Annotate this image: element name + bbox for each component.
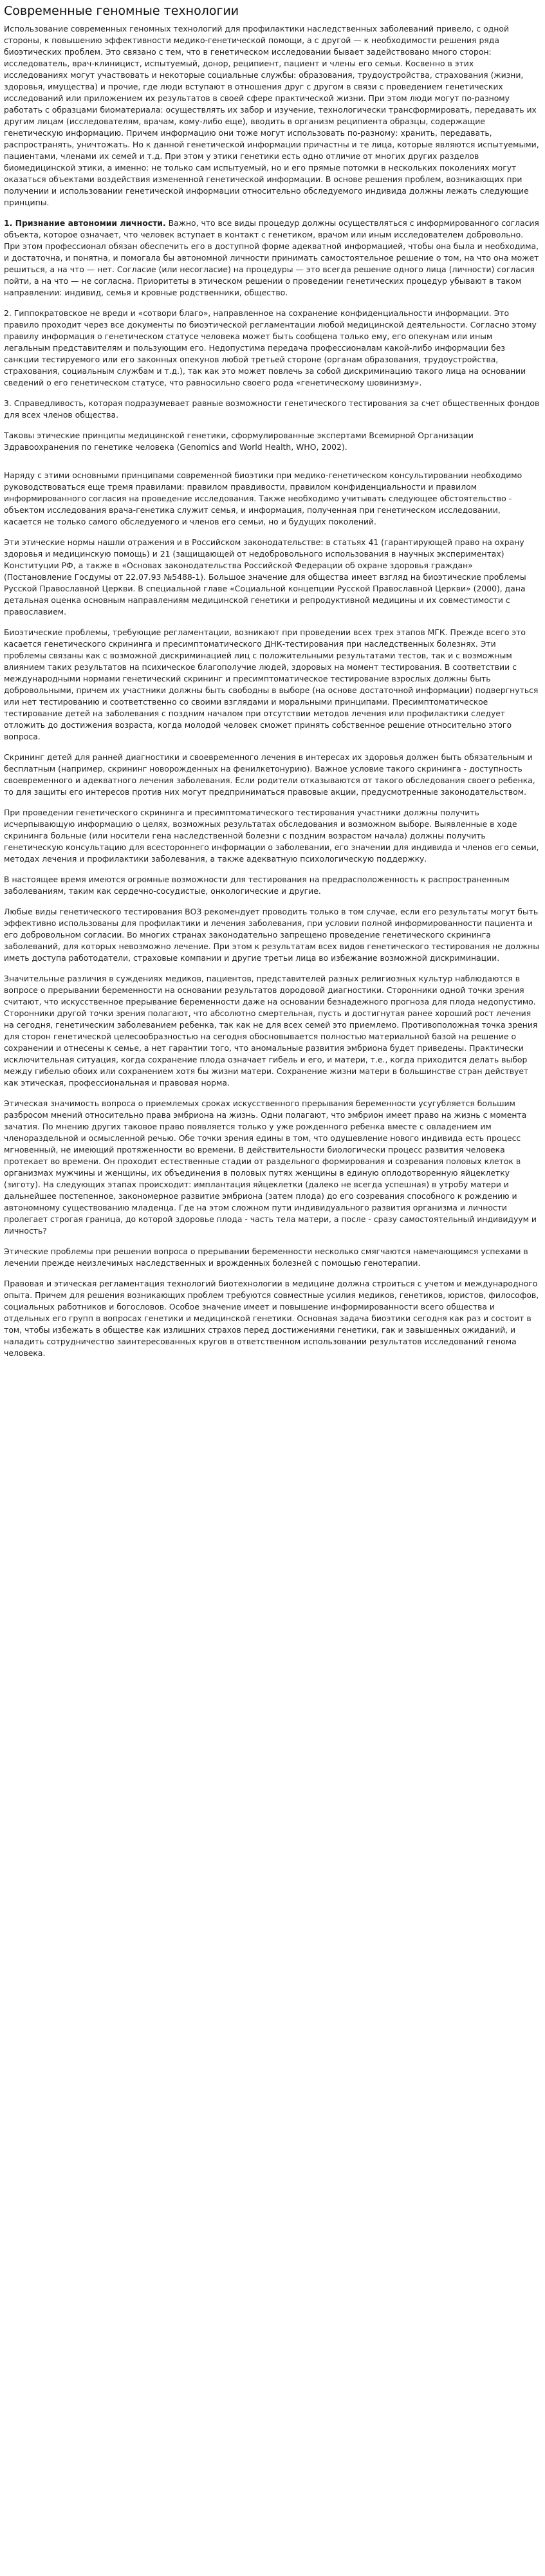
paragraph-legislation: Эти этические нормы нашли отражения и в Российском законодательстве: в статьях 41 (гарантирующей право на охрану здоровья и медицинскую помощь) и 21 (защищающей от недобровольного использования в научных экспериментах) Конституции РФ, а также в «Основах законодательства Российской Федерации об охране здоровья граждан» (Постановление Госдумы от 22.07.93 №5488-1). Большое значение для общества имеет взгляд на биоэтические проблемы Русской Православной Церкви. В специальной главе «Социальной концепции Русской Православной Церкви» (2000), дана детальная оценка основным направлениям медицинской генетики и репродуктивной медицины и их совместимости с православием. bbox=[4, 537, 526, 616]
paragraph-consultation-rules: Наряду с этими основными принципами современной биоэтики при медико-генетическом консультировании необходимо руководствоваться еще тремя правилами: правилом правдивости, правилом конфиденциальности и правилом информированного согласия на проведение исследования. Также необходимо учитывать следующее обстоятельство - объектом исследования врача-генетика служит семья, и информация, полученная при генетическом исследовании, касается не только самого обследуемого и членов его семьи, но и будущих поколений. bbox=[4, 470, 522, 526]
paragraph-predisposition: В настоящее время имеются огромные возможности для тестирования на предрасположенность к распространенным заболеваниям, таким как сердечно-сосудистые, онкологические и другие. bbox=[4, 875, 510, 896]
paragraph-screening-information: При проведении генетического скрининга и пресимптоматического тестирования участники должны получить исчерпывающую информацию о целях, возможных результатах обследования и возможном выборе. Выявленные в ходе скрининга больные (или носители гена наследственной болезни с поздним возрастом начала) должны получить генетическую консультацию для всестороннего информации о заболевании, его значении для индивида и членов его семьи, методах лечения и профилактики заболевания, а также адекватную психологическую поддержку. bbox=[4, 808, 539, 864]
paragraph-pregnancy-termination: Значительные различия в суждениях медиков, пациентов, представителей разных религиозных культур наблюдаются в вопросе о прерывании беременности на основании результатов дородовой диагностики. Сторонники одной точки зрения считают, что искусственное прерывание беременности даже на основании безнадежного прогноза для плода недопустимо. Сторонники другой точки зрения полагают, что абсолютно смертельная, пусть и достигнутая ранее хороший рост лечения на сегодня, генетическим заболеванием ребенка, так как не для всех семей это приемлемо. Противоположная точка зрения для сторон генетической целесообразностью на сегодня обосновывается полностью материальной базой на решение о сохранении и отнесены к семье, а нет гарантии того, что аномальные развития эмбриона будет приведены. Практически исключительная ситуация, когда сохранение плода означает гибель и его, и матери, т.е., когда приходится делать выбор между гибелью обоих или сохранением хотя бы жизни матери. Сохранение жизни матери в большинстве стран действует как этическая, профессиональная и правовая норма. bbox=[4, 974, 538, 1088]
paragraph-who-principles: Таковы этические принципы медицинской генетики, сформулированные экспертами Всемирной Организации Здравоохранения по генетике человека (Genomics and World Health, WHO, 2002). bbox=[4, 431, 474, 452]
principle-heading: 1. Признание автономии личности. bbox=[4, 218, 166, 228]
paragraph-who-testing: Любые виды генетического тестирования ВОЗ рекомендует проводить только в том случае, если его результаты могут быть эффективно использованы для профилактики и лечения заболевания, при условии полной информированности пациента и его добровольном согласии. Во многих странах законодательно запрещено проведение генетического скрининга заболеваний, для которых невозможно лечение. При этом к результатам всех видов генетического тестирования не должны иметь доступа работодатели, страховые компании и другие третьи лица во избежание возможной дискриминации. bbox=[4, 907, 539, 963]
paragraph-principle-confidentiality: 2. Гиппократовское не вреди и «сотвори благо», направленное на сохранение конфиденциальности информации. Это правило проходит через все документы по биоэтической регламентации любой медицинской деятельности. Согласно этому правилу информация о генетическом статусе человека может быть сообщена только ему, его опекунам или иным легальным представителям и пользующим его. Недопустима передача профессионалам какой-либо информации без санкции тестируемого или его законных опекунов любой третьей стороне (органам образования, трудоустройства, страхования, социальным службам и т.д.), так как это может повлечь за собой дискриминацию такого лица на основании сведений о его генетическом статусе, что равносильно своего рода «генетическому шовинизму». bbox=[4, 308, 537, 387]
paragraph-principle-justice: 3. Справедливость, которая подразумевает равные возможности генетического тестирования за счет общественных фондов для всех членов общества. bbox=[4, 398, 540, 420]
paragraph-child-screening: Скрининг детей для ранней диагностики и своевременного лечения в интересах их здоровья должен быть обязательным и бесплатным (например, скрининг новорожденных на фенилкетонурию). Важное условие такого скрининга - доступность своевременного и адекватного лечения заболевания. Если родители отказываются от такого обследования своего ребенка, то для защиты его интересов против них могут предприниматься правовые акции, предусмотренные законодательством. bbox=[4, 752, 535, 797]
paragraph-regulation: Правовая и этическая регламентация технологий биотехнологии в медицине должна строиться с учетом и международного опыта. Причем для решения возникающих проблем требуются совместные усилия медиков, генетиков, юристов, философов, социальных работников и богословов. Особое значение имеет и повышение информированности всего общества и отдельных его групп в вопросах генетики и медицинской генетики. Основная задача биоэтики сегодня как раз и состоит в том, чтобы избежать в обществе как излишних страхов перед достижениями генетики, гак и завышенных ожиданий, и наладить сотрудничество заинтересованных кругов в ответственном использовании результатов исследований генома человека. bbox=[4, 1279, 539, 1358]
paragraph-intro: Использование современных геномных технологий для профилактики наследственных заболеваний привело, с одной стороны, к повышению эффективности медико-генетической помощи, а с другой — к необходимости решения ряда биоэтических проблем. Это связано с тем, что в генетическом исследовании бывает задействовано много сторон: исследователь, врач-клиницист, испытуемый, донор, реципиент, пациент и члены его семьи. Косвенно в этих исследованиях могут участвовать и некоторые социальные службы: образования, трудоустройства, страхования (жизни, здоровья, имущества) и прочие, где люди вступают в отношения друг с другом в связи с проведением генетических исследований или приложением их результатов в своей сфере практической жизни. При этом люди могут по-разному работать с образцами биоматериала: осуществлять их забор и изучение, технологически трансформировать, передавать их другим лицам (исследователям, врачам, кому-либо еще), вводить в организм реципиента образцы, содержащие генетическую информацию. Причем информацию они тоже могут использовать по-разному: хранить, передавать, распространять, уничтожать. Но к данной генетической информации причастны и те лица, которые являются испытуемыми, пациентами, членами их семей и т.д. При этом у этики генетики есть одно отличие от многих других разделов биомедицинской этики, а именно: не только сам испытуемый, но и его прямые потомки в нескольких поколениях могут оказаться объектами воздействия измененной генетической информации. В основе решения проблем, возникающих при получении и использовании генетической информации относительно обследуемого индивида должны лежать следующие принципы. bbox=[4, 24, 539, 207]
paragraph-bioethics-mgk: Биоэтические проблемы, требующие регламентации, возникают при проведении всех трех этапов МГК. Прежде всего это касается генетического скрининга и пресимптоматического ДНК-тестирования при наследственных болезнях. Эти проблемы связаны как с возможной дискриминацией лиц с положительными результатами тестов, так и с возможным влиянием таких результатов на психическое благополучие людей, здоровых на момент тестирования. В соответствии с международными нормами генетический скрининг и пресимптоматическое тестирование взрослых должны быть добровольными, причем их участники должны быть свободны в выборе (на основе достаточной информации) подвергнуться или нет тестированию и соответственно со своими взглядами и моральными принципами. Пресимптоматическое тестирование детей на заболевания с поздним началом при отсутствии методов лечения или профилактики следует отложить до достижения возраста, когда молодой человек сможет принять собственное решение относительно этого вопроса. bbox=[4, 627, 539, 741]
paragraph-embryo-rights: Этическая значимость вопроса о приемлемых сроках искусственного прерывания беременности усугубляется большим разбросом мнений относительно права эмбриона на жизнь. Одни полагают, что эмбрион имеет право на жизнь с момента зачатия. По мнению других таковое право появляется только у уже рожденного ребенка вместе с овладением им членораздельной и осмысленной речью. Обе точки зрения едины в том, что одушевление нового индивида есть процесс мгновенный, не имеющий протяженности во времени. В действительности биологически процесс развития человека протекает во времени. Он проходит естественные стадии от раздельного формирования и созревания половых клеток в организмах мужчины и женщины, их объединения в половых путях женщины в единую оплодотворенную яйцеклетку (зиготу). На следующих этапах происходит: имплантация яйцеклетки (далеко не всегда успешная) в утробу матери и дальнейшее постепенное, закономерное развитие эмбриона (затем плода) до его созревания способного к рождению и автономному существованию младенца. Где на этом сложном пути индивидуального развития организма и личности пролегает строгая граница, до которой здоровье плода - часть тела матери, а после - сразу самостоятельный индивидуум и личность? bbox=[4, 1098, 537, 1236]
paragraph-principle-autonomy: 1. Признание автономии личности. Важно, что все виды процедур должны осуществляться с информированного согласия объекта, которое означает, что человек вступает в контакт с генетиком, врачом или иным исследователем добровольно. При этом профессионал обязан обеспечить его в доступной форме адекватной информацией, чтобы она была и необходима, и достаточна, и понятна, и помогала бы автономной личности принимать самостоятельное решение о том, на что она может решиться, а на что — нет. Согласие (или несогласие) на процедуры — это всегда решение одного лица (личности) согласия пойти, а на что — не согласна. Приоритеты в этическом решении о проведении генетических процедур убывают в таком направлении: индивид, семья и кровные родственники, общество. bbox=[4, 218, 539, 297]
paragraph-gene-therapy: Этические проблемы при решении вопроса о прерывании беременности несколько смягчаются намечающимся успехами в лечении прежде неизлечимых наследственных и врожденных болезней с помощью генотерапии. bbox=[4, 1246, 528, 1268]
page-title: Современные геномные технологии bbox=[4, 4, 239, 18]
